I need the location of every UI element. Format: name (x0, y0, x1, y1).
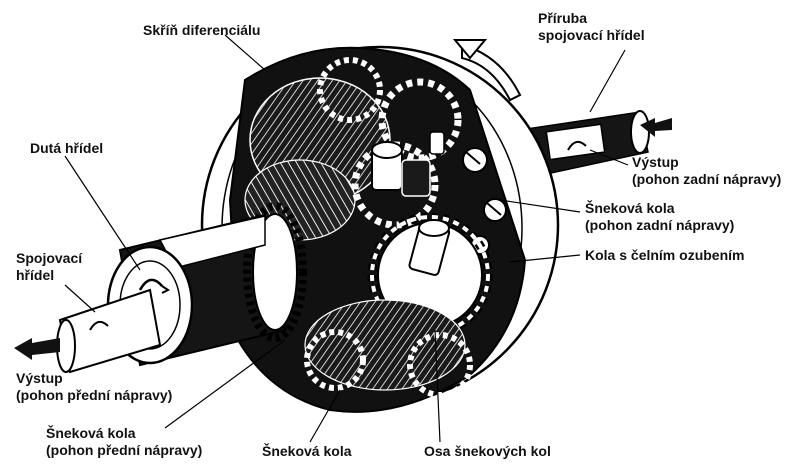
label-worm-front-line2: (pohon přední nápravy) (46, 442, 203, 458)
label-spur-gears-text: Kola s čelním ozubením (585, 247, 745, 263)
label-connecting-shaft-line2: hřídel (16, 267, 55, 283)
label-flange (538, 10, 645, 44)
label-worm-axle-text: Osa šnekových kol (424, 443, 551, 459)
label-front-output (16, 370, 172, 404)
front-output-arrow (14, 338, 60, 360)
label-flange-line2: spojovací hřídel (538, 27, 645, 43)
label-worm-rear (585, 200, 734, 234)
label-hollow-shaft (30, 140, 103, 157)
label-front-output-line1: Výstup (16, 370, 63, 386)
label-flange-line1: Příruba (538, 10, 588, 26)
label-front-output-line2: (pohon přední nápravy) (16, 387, 173, 403)
label-worm-wheels (262, 443, 352, 460)
label-rear-output-line2: (pohon zadní nápravy) (632, 171, 782, 187)
label-connecting-shaft-line1: Spojovací (16, 250, 83, 266)
label-spur-gears (585, 247, 744, 264)
label-hollow-shaft-text: Dutá hřídel (30, 140, 104, 156)
label-worm-front (46, 425, 202, 459)
label-housing-text: Skříň diferenciálu (143, 22, 261, 38)
label-worm-axle (424, 443, 551, 460)
label-rear-output (632, 154, 781, 188)
label-housing (143, 22, 260, 39)
label-worm-wheels-text: Šneková kola (262, 443, 352, 459)
label-rear-output-line1: Výstup (632, 154, 679, 170)
label-worm-rear-line2: (pohon zadní nápravy) (585, 217, 735, 233)
label-worm-rear-line1: Šneková kola (585, 200, 675, 216)
label-connecting-shaft (16, 250, 82, 284)
label-worm-front-line1: Šneková kola (46, 425, 136, 441)
